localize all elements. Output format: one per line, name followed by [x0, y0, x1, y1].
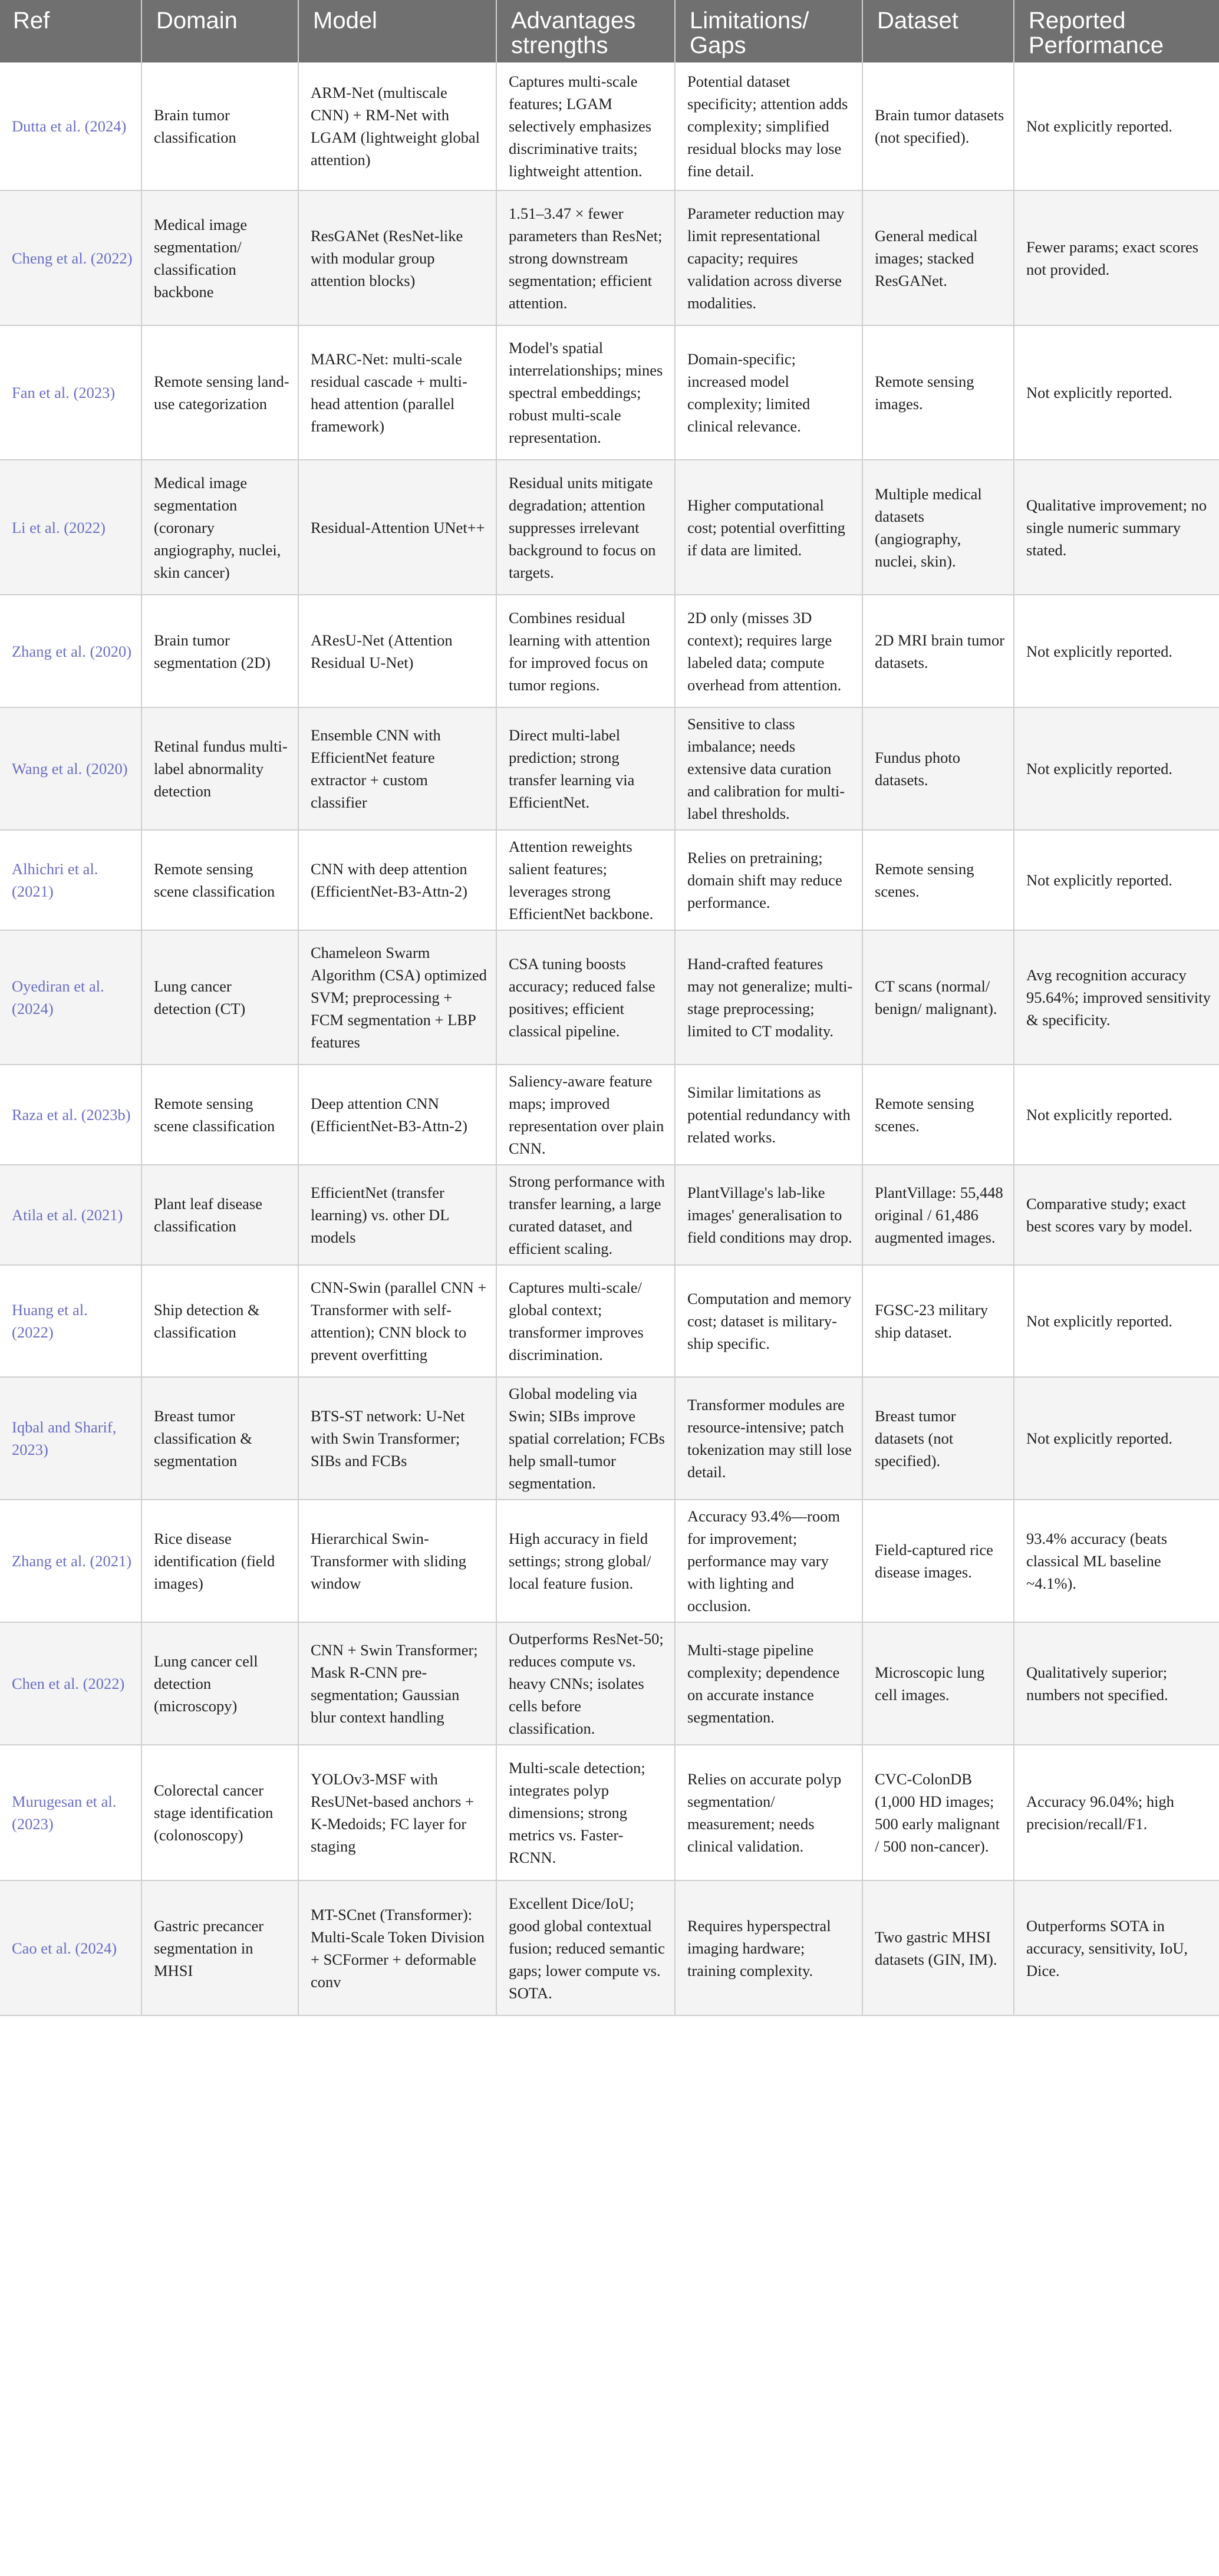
table-row: [0, 1265, 1219, 1377]
header-performance: Reported Performance: [1014, 0, 1219, 62]
performance-cell: Not explicitly reported.: [1014, 595, 1219, 707]
header-ref: Ref: [0, 0, 141, 62]
limitations-cell: Accuracy 93.4%—room for improvement; performance may vary with lighting and occlusion.: [675, 1500, 862, 1622]
advantages-cell: Multi-scale detection; integrates polyp dimensions; strong metrics vs. Faster-RCNN.: [496, 1745, 675, 1880]
limitations-cell: Computation and memory cost; dataset is military-ship specific.: [675, 1265, 862, 1377]
advantages-cell: CSA tuning boosts accuracy; reduced false positives; efficient classical pipeline.: [496, 930, 675, 1065]
advantages-cell: Outperforms ResNet-50; reduces compute vs. heavy CNNs; isolates cells before classification.: [496, 1622, 675, 1745]
table-row: [0, 62, 1219, 190]
dataset-cell: Two gastric MHSI datasets (GIN, IM).: [862, 1880, 1014, 2015]
model-cell: ARM-Net (multiscale CNN) + RM-Net with LGAM (lightweight global attention): [298, 62, 496, 190]
domain-cell: Medical image segmentation/ classification backbone: [141, 190, 298, 325]
performance-cell: Outperforms SOTA in accuracy, sensitivity, IoU, Dice.: [1014, 1880, 1219, 2015]
header-limitations: Limitations/ Gaps: [675, 0, 862, 62]
model-cell: Chameleon Swarm Algorithm (CSA) optimized SVM; preprocessing + FCM segmentation + LBP features: [298, 930, 496, 1065]
advantages-cell: 1.51–3.47 × fewer parameters than ResNet; strong downstream segmentation; efficient attention.: [496, 190, 675, 325]
domain-cell: Brain tumor classification: [141, 62, 298, 190]
header-row: [0, 0, 1219, 62]
limitations-cell: Relies on accurate polyp segmentation/ measurement; needs clinical validation.: [675, 1745, 862, 1880]
advantages-cell: Captures multi-scale features; LGAM selectively emphasizes discriminative traits; lightweight attention.: [496, 62, 675, 190]
table-row: [0, 1065, 1219, 1165]
advantages-cell: Global modeling via Swin; SIBs improve spatial correlation; FCBs help small-tumor segmentation.: [496, 1377, 675, 1500]
table-row: [0, 1165, 1219, 1265]
ref-link[interactable]: Cheng et al. (2022): [0, 190, 141, 325]
domain-cell: Plant leaf disease classification: [141, 1165, 298, 1265]
ref-link[interactable]: Chen et al. (2022): [0, 1622, 141, 1745]
table-row: [0, 1622, 1219, 1745]
dataset-cell: CVC-ColonDB (1,000 HD images; 500 early malignant / 500 non-cancer).: [862, 1745, 1014, 1880]
advantages-cell: High accuracy in field settings; strong global/ local feature fusion.: [496, 1500, 675, 1622]
domain-cell: Lung cancer detection (CT): [141, 930, 298, 1065]
dataset-cell: Field-captured rice disease images.: [862, 1500, 1014, 1622]
limitations-cell: Hand-crafted features may not generalize; multi-stage preprocessing; limited to CT modality.: [675, 930, 862, 1065]
model-cell: YOLOv3-MSF with ResUNet-based anchors + K-Medoids; FC layer for staging: [298, 1745, 496, 1880]
limitations-cell: PlantVillage's lab-like images' generalisation to field conditions may drop.: [675, 1165, 862, 1265]
limitations-cell: Higher computational cost; potential overfitting if data are limited.: [675, 460, 862, 595]
dataset-cell: Breast tumor datasets (not specified).: [862, 1377, 1014, 1500]
domain-cell: Brain tumor segmentation (2D): [141, 595, 298, 707]
model-cell: Residual-Attention UNet++: [298, 460, 496, 595]
limitations-cell: Similar limitations as potential redundancy with related works.: [675, 1065, 862, 1165]
performance-cell: Not explicitly reported.: [1014, 707, 1219, 830]
header-dataset: Dataset: [862, 0, 1014, 62]
table-row: [0, 707, 1219, 830]
table-row: [0, 1880, 1219, 2015]
performance-cell: Fewer params; exact scores not provided.: [1014, 190, 1219, 325]
model-cell: Deep attention CNN (EfficientNet-B3-Attn-2): [298, 1065, 496, 1165]
limitations-cell: Relies on pretraining; domain shift may reduce performance.: [675, 830, 862, 930]
limitations-cell: Transformer modules are resource-intensive; patch tokenization may still lose detail.: [675, 1377, 862, 1500]
table-row: [0, 325, 1219, 460]
model-cell: CNN-Swin (parallel CNN + Transformer with self-attention); CNN block to prevent overfitting: [298, 1265, 496, 1377]
advantages-cell: Excellent Dice/IoU; good global contextual fusion; reduced semantic gaps; lower compute vs. SOTA.: [496, 1880, 675, 2015]
domain-cell: Gastric precancer segmentation in MHSI: [141, 1880, 298, 2015]
advantages-cell: Model's spatial interrelationships; mines spectral embeddings; robust multi-scale representation.: [496, 325, 675, 460]
ref-link[interactable]: Zhang et al. (2020): [0, 595, 141, 707]
performance-cell: 93.4% accuracy (beats classical ML baseline ~4.1%).: [1014, 1500, 1219, 1622]
domain-cell: Lung cancer cell detection (microscopy): [141, 1622, 298, 1745]
dataset-cell: General medical images; stacked ResGANet.: [862, 190, 1014, 325]
dataset-cell: Fundus photo datasets.: [862, 707, 1014, 830]
performance-cell: Not explicitly reported.: [1014, 1377, 1219, 1500]
header-advantages: Advantages strengths: [496, 0, 675, 62]
dataset-cell: CT scans (normal/ benign/ malignant).: [862, 930, 1014, 1065]
model-cell: Hierarchical Swin-Transformer with sliding window: [298, 1500, 496, 1622]
limitations-cell: Domain-specific; increased model complexity; limited clinical relevance.: [675, 325, 862, 460]
limitations-cell: 2D only (misses 3D context); requires large labeled data; compute overhead from attention.: [675, 595, 862, 707]
domain-cell: Remote sensing scene classification: [141, 830, 298, 930]
model-cell: Ensemble CNN with EfficientNet feature extractor + custom classifier: [298, 707, 496, 830]
domain-cell: Remote sensing land-use categorization: [141, 325, 298, 460]
performance-cell: Not explicitly reported.: [1014, 1265, 1219, 1377]
model-cell: CNN with deep attention (EfficientNet-B3-Attn-2): [298, 830, 496, 930]
ref-link[interactable]: Alhichri et al. (2021): [0, 830, 141, 930]
performance-cell: Comparative study; exact best scores vary by model.: [1014, 1165, 1219, 1265]
table-row: [0, 190, 1219, 325]
domain-cell: Retinal fundus multi-label abnormality detection: [141, 707, 298, 830]
limitations-cell: Requires hyperspectral imaging hardware; training complexity.: [675, 1880, 862, 2015]
advantages-cell: Saliency-aware feature maps; improved representation over plain CNN.: [496, 1065, 675, 1165]
model-cell: ResGANet (ResNet-like with modular group attention blocks): [298, 190, 496, 325]
ref-link[interactable]: Murugesan et al. (2023): [0, 1745, 141, 1880]
table-row: [0, 460, 1219, 595]
performance-cell: Qualitative improvement; no single numeric summary stated.: [1014, 460, 1219, 595]
dataset-cell: Remote sensing scenes.: [862, 1065, 1014, 1165]
table-row: [0, 930, 1219, 1065]
dataset-cell: FGSC-23 military ship dataset.: [862, 1265, 1014, 1377]
advantages-cell: Direct multi-label prediction; strong transfer learning via EfficientNet.: [496, 707, 675, 830]
advantages-cell: Combines residual learning with attention for improved focus on tumor regions.: [496, 595, 675, 707]
ref-link[interactable]: Dutta et al. (2024): [0, 62, 141, 190]
table-row: [0, 1500, 1219, 1622]
ref-link[interactable]: Atila et al. (2021): [0, 1165, 141, 1265]
ref-link[interactable]: Iqbal and Sharif, 2023): [0, 1377, 141, 1500]
advantages-cell: Attention reweights salient features; leverages strong EfficientNet backbone.: [496, 830, 675, 930]
limitations-cell: Parameter reduction may limit representational capacity; requires validation across diverse modalities.: [675, 190, 862, 325]
performance-cell: Qualitatively superior; numbers not specified.: [1014, 1622, 1219, 1745]
dataset-cell: Remote sensing images.: [862, 325, 1014, 460]
model-cell: MT-SCnet (Transformer): Multi-Scale Token Division + SCFormer + deformable conv: [298, 1880, 496, 2015]
performance-cell: Not explicitly reported.: [1014, 830, 1219, 930]
model-cell: AResU-Net (Attention Residual U-Net): [298, 595, 496, 707]
header-model: Model: [298, 0, 496, 62]
table-row: [0, 1377, 1219, 1500]
model-cell: CNN + Swin Transformer; Mask R-CNN pre-segmentation; Gaussian blur context handling: [298, 1622, 496, 1745]
table-row: [0, 1745, 1219, 1880]
advantages-cell: Strong performance with transfer learning, a large curated dataset, and efficient scaling.: [496, 1165, 675, 1265]
ref-link[interactable]: Raza et al. (2023b): [0, 1065, 141, 1165]
header-domain: Domain: [141, 0, 298, 62]
dataset-cell: Brain tumor datasets (not specified).: [862, 62, 1014, 190]
advantages-cell: Captures multi-scale/ global context; transformer improves discrimination.: [496, 1265, 675, 1377]
domain-cell: Rice disease identification (field images): [141, 1500, 298, 1622]
dataset-cell: Multiple medical datasets (angiography, nuclei, skin).: [862, 460, 1014, 595]
domain-cell: Remote sensing scene classification: [141, 1065, 298, 1165]
ref-link[interactable]: Fan et al. (2023): [0, 325, 141, 460]
limitations-cell: Potential dataset specificity; attention adds complexity; simplified residual blocks may lose fine detail.: [675, 62, 862, 190]
ref-link[interactable]: Zhang et al. (2021): [0, 1500, 141, 1622]
domain-cell: Medical image segmentation (coronary angiography, nuclei, skin cancer): [141, 460, 298, 595]
limitations-cell: Sensitive to class imbalance; needs extensive data curation and calibration for multi-label thresholds.: [675, 707, 862, 830]
table-row: [0, 830, 1219, 930]
dataset-cell: PlantVillage: 55,448 original / 61,486 augmented images.: [862, 1165, 1014, 1265]
domain-cell: Breast tumor classification & segmentation: [141, 1377, 298, 1500]
ref-link[interactable]: Cao et al. (2024): [0, 1880, 141, 2015]
ref-link[interactable]: Oyediran et al. (2024): [0, 930, 141, 1065]
domain-cell: Ship detection & classification: [141, 1265, 298, 1377]
model-cell: MARC-Net: multi-scale residual cascade + multi-head attention (parallel framework): [298, 325, 496, 460]
dataset-cell: Microscopic lung cell images.: [862, 1622, 1014, 1745]
table-row: [0, 595, 1219, 707]
ref-link[interactable]: Li et al. (2022): [0, 460, 141, 595]
dataset-cell: Remote sensing scenes.: [862, 830, 1014, 930]
performance-cell: Accuracy 96.04%; high precision/recall/F1.: [1014, 1745, 1219, 1880]
dataset-cell: 2D MRI brain tumor datasets.: [862, 595, 1014, 707]
model-cell: BTS-ST network: U-Net with Swin Transformer; SIBs and FCBs: [298, 1377, 496, 1500]
performance-cell: Not explicitly reported.: [1014, 62, 1219, 190]
model-cell: EfficientNet (transfer learning) vs. other DL models: [298, 1165, 496, 1265]
ref-link[interactable]: Wang et al. (2020): [0, 707, 141, 830]
advantages-cell: Residual units mitigate degradation; attention suppresses irrelevant background to focus on targets.: [496, 460, 675, 595]
performance-cell: Not explicitly reported.: [1014, 1065, 1219, 1165]
performance-cell: Not explicitly reported.: [1014, 325, 1219, 460]
performance-cell: Avg recognition accuracy 95.64%; improved sensitivity & specificity.: [1014, 930, 1219, 1065]
ref-link[interactable]: Huang et al. (2022): [0, 1265, 141, 1377]
limitations-cell: Multi-stage pipeline complexity; dependence on accurate instance segmentation.: [675, 1622, 862, 1745]
domain-cell: Colorectal cancer stage identification (colonoscopy): [141, 1745, 298, 1880]
